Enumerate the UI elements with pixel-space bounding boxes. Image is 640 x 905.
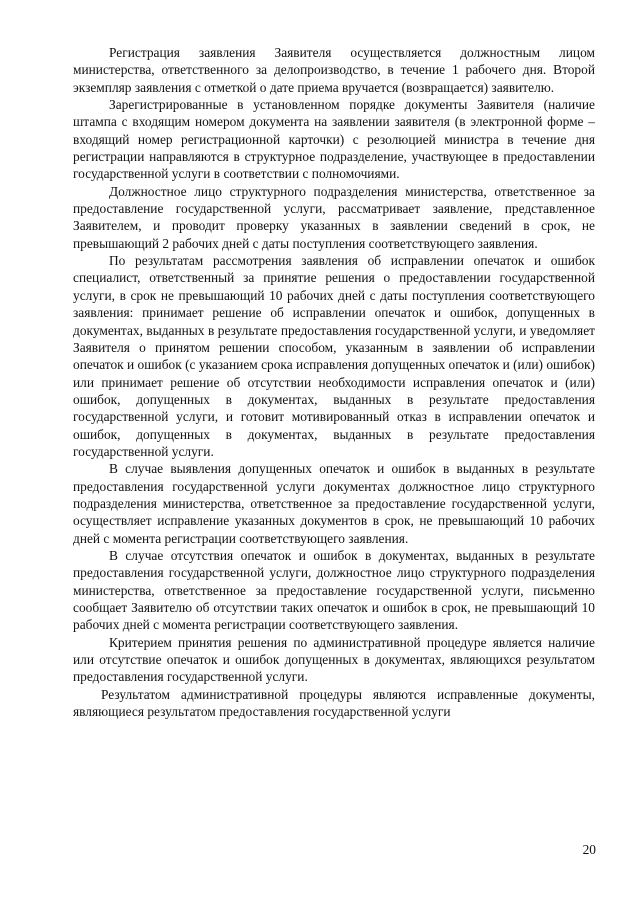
paragraph-correction: В случае выявления допущенных опечаток и ошибок в выданных в результате предоставления государственной услуги документах должностное лицо структурного подразделения министерства, ответственное за предоставление государственной услуги, осуществляет исправление указанных документов в срок, не превышающий 10 рабочих дней с момента регистрации соответствующего заявления. [73,461,595,546]
page-number: 20 [582,842,596,857]
paragraph-decision: По результатам рассмотрения заявления об исправлении опечаток и ошибок специалист, ответственный за принятие решения о предоставлении государственной услуги, в срок не превышающий 10 рабочих дней с даты поступления соответствующего заявления: принимает решение об исправлении опечаток и ошибок, допущенных в документах, выданных в результате предоставления государственной услуги, и уведомляет Заявителя о принятом решении способом, указанным в заявлении об исправлении опечаток и ошибок (с указанием срока исправления допущенных опечаток и (или) ошибок) или принимает решение об отсутствии необходимости исправления опечаток и (или) ошибок, допущенных в документах, выданных в результате предоставления государственной услуги, и готовит мотивированный отказ в исправлении опечаток и ошибок, допущенных в документах, выданных в результате предоставления государственной услуги. [73,253,596,459]
paragraph-registration: Регистрация заявления Заявителя осуществляется должностным лицом министерства, ответственного за делопроизводство, в течение 1 рабочего дня. Второй экземпляр заявления с отметкой о дате приема вручается (возвращается) заявителю. [73,45,595,95]
paragraph-result: Результатом административной процедуры являются исправленные документы, являющиеся результатом предоставления государственной услуги [73,686,595,720]
paragraph-no-errors: В случае отсутствия опечаток и ошибок в документах, выданных в результате предоставления государственной услуги, должностное лицо структурного подразделения министерства, ответственное за предоставление государственной услуги, письменно сообщает Заявителю об отсутствии таких опечаток и ошибок в срок, не превышающий 10 рабочих дней с момента регистрации соответствующего заявления. [73,547,595,633]
paragraph-routing: Зарегистрированные в установленном порядке документы Заявителя (наличие штампа с входящим номером документа на заявлении заявителя (в электронной форме – входящий номер регистрационной карточки) с резолюцией министра в течение дня регистрации направляются в структурное подразделение, участвующее в предоставлении государственной услуги в соответствии с полномочиями. [73,97,595,182]
paragraph-criterion: Критерием принятия решения по административной процедуре является наличие или отсутствие опечаток и ошибок допущенных в документах, являющихся результатом предоставления государственной услуги. [73,634,595,685]
document-body [73,44,595,720]
paragraph-review: Должностное лицо структурного подразделения министерства, ответственное за предоставление государственной услуги, рассматривает заявление, представленное Заявителем, и проводит проверку указанных в заявлении сведений в срок, не превышающий 2 рабочих дней с даты поступления соответствующего заявления. [73,183,595,251]
